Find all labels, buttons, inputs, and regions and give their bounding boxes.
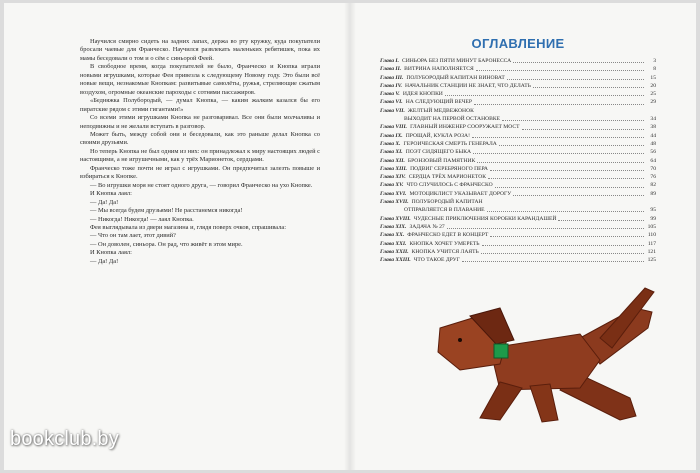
paragraph: — Да! Да! <box>90 198 119 206</box>
chapter-number: Глава IV. <box>380 82 402 89</box>
page-number: 38 <box>650 124 656 131</box>
page-number: 110 <box>647 232 656 239</box>
leader-dots <box>502 119 644 121</box>
chapter-title: ПРОЩАЙ, КУКЛА РОЗА! <box>405 132 470 139</box>
leader-dots <box>482 244 644 246</box>
leader-dots <box>445 94 644 96</box>
page-number: 76 <box>650 174 656 181</box>
toc-entry <box>380 206 656 214</box>
chapter-number: Глава XXI. <box>380 240 407 247</box>
chapter-number: Глава X. <box>380 140 401 147</box>
page-number: 3 <box>653 58 656 64</box>
chapter-title: ЗАДАЧА № 27 <box>409 223 445 230</box>
chapter-title: СИНЬОРА БЕЗ ПЯТИ МИНУТ БАРОНЕССА <box>401 58 512 64</box>
toc-entry <box>380 231 656 239</box>
toc-entry <box>380 256 656 264</box>
chapter-title: КНОПКА УЧИТСЯ ЛАЯТЬ <box>411 248 479 255</box>
leader-dots <box>487 210 644 212</box>
page-number: 8 <box>653 66 656 73</box>
page-number: 48 <box>650 140 656 147</box>
book-gutter <box>344 3 356 470</box>
toc-entry <box>380 173 656 181</box>
page-number: 117 <box>647 240 656 247</box>
page-number: 125 <box>647 257 656 264</box>
leader-dots <box>558 219 644 221</box>
chapter-title: КНОПКА ХОЧЕТ УМЕРЕТЬ <box>409 240 480 247</box>
page-number: 34 <box>650 116 656 123</box>
chapter-title: ЧТО СЛУЧИЛОСЬ С ФРАНЧЕСКО <box>406 182 493 189</box>
page-number: 89 <box>650 190 656 197</box>
chapter-title: ПОЛУБОРОДЫЙ КАПИТАН <box>411 199 483 206</box>
toc-entry <box>380 157 656 165</box>
page-number: 64 <box>650 157 656 164</box>
chapter-number: Глава XVII. <box>380 199 409 206</box>
toc-entry <box>380 215 656 223</box>
chapter-title: ИДЕЯ КНОПКИ <box>402 91 443 98</box>
chapter-number: Глава VIII. <box>380 124 408 131</box>
page-number: 29 <box>650 99 656 106</box>
toc-entry <box>380 90 656 98</box>
chapter-title: ГЛАВНЫЙ ИНЖЕНЕР СООРУЖАЕТ МОСТ <box>410 124 520 131</box>
leader-dots <box>490 169 644 171</box>
chapter-title: БРОНЗОВЫЙ ПАМЯТНИК <box>407 157 476 164</box>
chapter-title: МОТОЦИКЛИСТ УКАЗЫВАЕТ ДОРОГУ <box>409 190 512 197</box>
paragraph: — Никогда! Никогда! — лаял Кнопка. <box>90 215 194 223</box>
chapter-number: Глава V. <box>380 91 400 98</box>
chapter-title: ЧУДЕСНЫЕ ПРИКЛЮЧЕНИЯ КОРОБКИ КАРАНДАШЕЙ <box>413 215 557 222</box>
toc-entry <box>380 140 656 148</box>
toc-entry <box>380 148 656 156</box>
leader-dots <box>477 161 644 163</box>
page-number: 99 <box>650 215 656 222</box>
paragraph: Франческо тоже почти не играл с игрушками. Он предпочитал залезть повыше и взбираться к Кнопке. <box>80 164 320 181</box>
toc-entry <box>380 57 656 65</box>
toc-entry <box>380 181 656 189</box>
paragraph: — Во игрушки моря не стоят одного друга, — говорил Франческо на ухо Кнопке. <box>90 181 313 189</box>
leader-dots <box>522 128 644 130</box>
chapter-number: Глава VI. <box>380 99 403 106</box>
chapter-number: Глава VII. <box>380 107 405 114</box>
chapter-title: ГЕРОИЧЕСКАЯ СМЕРТЬ ГЕНЕРАЛА <box>403 140 497 147</box>
toc-entry <box>380 82 656 90</box>
table-of-contents <box>380 57 656 264</box>
dog-illustration <box>430 278 660 428</box>
leader-dots <box>513 61 644 63</box>
chapter-number: Глава XIX. <box>380 223 407 230</box>
paragraph: И Кнопка лаял: <box>90 249 132 257</box>
paragraph: — Он доволен, синьора. Он рад, что живёт в этом мире. <box>90 240 243 248</box>
toc-entry <box>380 248 656 256</box>
page-number: 15 <box>650 74 656 81</box>
toc-entry <box>380 190 656 198</box>
leader-dots <box>488 177 644 179</box>
toc-entry <box>380 240 656 248</box>
page-number: 20 <box>650 82 656 89</box>
leader-dots <box>462 260 644 262</box>
paragraph: Со всеми этими игрушками Кнопка не разговаривал. Все они были молчаливы и неподвижны и не желали вступать в разговор. <box>80 114 320 130</box>
chapter-title: НАЧАЛЬНИК СТАНЦИИ НЕ ЗНАЕТ, ЧТО ДЕЛАТЬ <box>405 82 531 89</box>
toc-entry <box>380 98 656 106</box>
toc-entry <box>380 123 656 131</box>
toc-entry <box>380 132 656 140</box>
toc-entry <box>380 115 656 123</box>
chapter-number: Глава IX. <box>380 132 403 139</box>
toc-entry <box>380 107 656 115</box>
chapter-title: ПОЭТ СИДЯЩЕГО БЫКА <box>405 149 472 156</box>
paragraph: Но теперь Кнопка не был одним из них: он принадлежал к миру настоящих людей с настоящими, а не игрушечными, как у трёх Марионеток, сердцами. <box>80 147 320 164</box>
page-number: 95 <box>650 207 656 214</box>
leader-dots <box>507 78 644 80</box>
chapter-title: ПОЛУБОРОДЫЙ КАПИТАН ВИНОВАТ <box>406 74 505 81</box>
chapter-number: Глава III. <box>380 74 404 81</box>
leader-dots <box>447 227 644 229</box>
paragraph: Фея выглядывала из двери магазина и, глядя поверх очков, спрашивала: <box>90 223 287 231</box>
chapter-number: Глава XXIII. <box>380 257 411 264</box>
watermark: bookclub.by <box>10 428 119 450</box>
paragraph: Научился смирно сидеть на задних лапах, держа во рту кружку, куда покупатели бросали чаевые для Франческо. Научился развлекать маленьких ребятишек, пока их мамы беседовали о том и о сём с синьорой Феей. <box>80 38 320 62</box>
chapter-number: Глава XIV. <box>380 174 406 181</box>
toc-title: ОГЛАВЛЕНИЕ <box>471 36 565 51</box>
leader-dots <box>490 235 644 237</box>
chapter-title: ВЫХОДИТ НА ПЕРВОЙ ОСТАНОВКЕ <box>404 116 501 123</box>
chapter-number: Глава XVI. <box>380 190 407 197</box>
page-number: 25 <box>650 91 656 98</box>
leader-dots <box>481 252 644 254</box>
paragraph: — Мы всегда будем друзьями! Не расстанемся никогда! <box>90 207 243 215</box>
chapter-title: НА СЛЕДУЮЩИЙ ВЕЧЕР <box>405 99 473 106</box>
chapter-title: ОТПРАВЛЯЕТСЯ В ПЛАВАНИЕ <box>404 207 485 214</box>
chapter-number: Глава XIII. <box>380 165 408 172</box>
page-number: 121 <box>647 248 656 255</box>
toc-entry <box>380 223 656 231</box>
chapter-number: Глава I. <box>380 58 399 64</box>
chapter-number: Глава II. <box>380 66 402 73</box>
leader-dots <box>474 103 644 105</box>
chapter-title: ПОДВИГ СЕРЕБРЯНОГО ПЕРА <box>410 165 488 172</box>
paragraph: — Да! Да! <box>90 257 119 265</box>
chapter-number: Глава XX. <box>380 232 405 239</box>
leader-dots <box>473 152 644 154</box>
chapter-title: СЕРДЦА ТРЁХ МАРИОНЕТОК <box>408 174 487 181</box>
leader-dots <box>495 186 644 188</box>
toc-entry <box>380 198 656 206</box>
page-number: 44 <box>650 132 656 139</box>
chapter-title: ВИТРИНА НАПОЛНЯЕТСЯ <box>404 66 474 73</box>
leader-dots <box>476 69 644 71</box>
chapter-title: ЖЕЛТЫЙ МЕДВЕЖОНОК <box>407 107 474 114</box>
paragraph: В свободное время, когда покупателей не было, Франческо и Кнопка играли новыми игрушками, которые Фея привезла к следующему Новому году. Это были всё новые вещи, незнакомые Кнопкам: развитывые самолёты, ружья, стреляющие сжатым воздухом, огромные океанские пароходы с сотнями пассажиров. <box>80 63 320 96</box>
leader-dots <box>472 136 644 138</box>
toc-entry <box>380 165 656 173</box>
toc-entry <box>380 65 656 73</box>
paragraph: — Что он там лает, этот дивий? <box>90 232 176 240</box>
leader-dots <box>533 86 644 88</box>
paragraph: И Кнопка лаял: <box>90 190 132 198</box>
paragraph: Может быть, между собой они и беседовали, как это раньше делал Кнопка со своими друзьями. <box>80 130 320 147</box>
leader-dots <box>513 194 644 196</box>
chapter-number: Глава XI. <box>380 149 403 156</box>
chapter-number: Глава XXII. <box>380 248 409 255</box>
page-number: 56 <box>650 149 656 156</box>
chapter-number: Глава XII. <box>380 157 405 164</box>
page-number: 70 <box>650 165 656 172</box>
toc-entry <box>380 74 656 82</box>
left-page-text <box>80 38 320 266</box>
page-number: 82 <box>650 182 656 189</box>
page-number: 105 <box>647 223 656 230</box>
paragraph: «Бедняжка Полубородый, — думал Кнопка, — каким жалким казался бы его пиратские рядом с этими гигантами!» <box>80 97 320 113</box>
leader-dots <box>499 144 644 146</box>
chapter-title: ЧТО ТАКОЕ ДРУГ <box>413 257 460 264</box>
chapter-number: Глава XVIII. <box>380 215 411 222</box>
chapter-number: Глава XV. <box>380 182 404 189</box>
chapter-title: ФРАНЧЕСКО ЕДЕТ В КОНЦЕРТ <box>407 232 489 239</box>
